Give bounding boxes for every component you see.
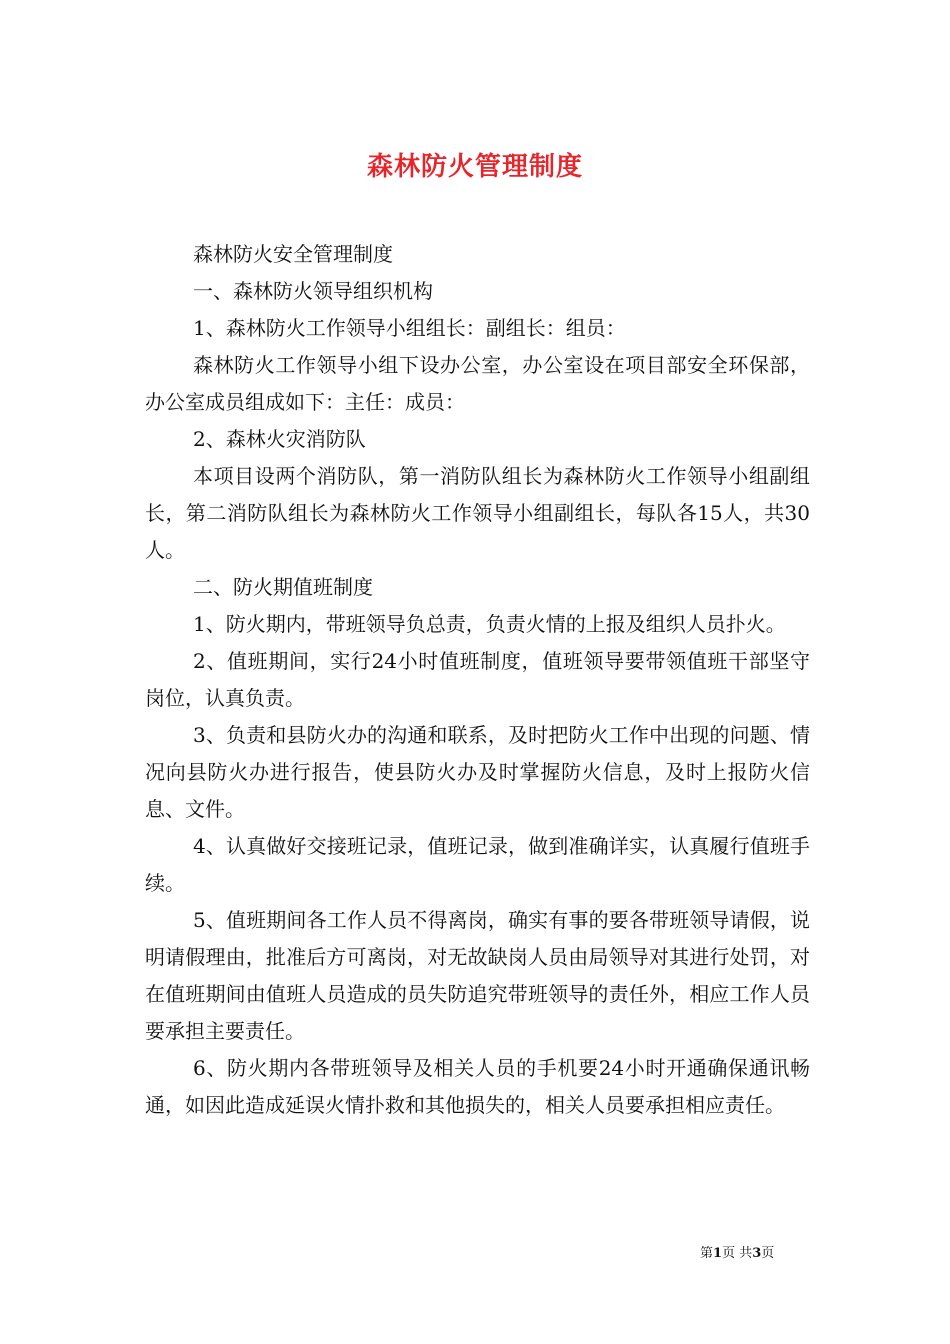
paragraph: 1、森林防火工作领导小组组长：副组长：组员： (193, 316, 626, 340)
paragraph: 1、防火期内，带班领导负总责，负责火情的上报及组织人员扑火。 (193, 612, 786, 636)
paragraph-heading: 森林防火安全管理制度 (193, 242, 393, 266)
section-heading-2: 二、防火期值班制度 (193, 575, 373, 599)
paragraph: 3、负责和县防火办的沟通和联系，及时把防火工作中出现的问题、情况向县防火办进行报告，使县防火办及时掌握防火信息，及时上报防火信息、文件。 (145, 723, 810, 821)
paragraph: 5、值班期间各工作人员不得离岗，确实有事的要各带班领导请假，说明请假理由，批准后方可离岗，对无故缺岗人员由局领导对其进行处罚，对在值班期间由值班人员造成的员失防追究带班领导的责任外，相应工作人员要承担主要责任。 (145, 908, 810, 1043)
paragraph: 2、值班期间，实行24小时值班制度，值班领导要带领值班干部坚守岗位，认真负责。 (145, 649, 810, 710)
page-number-footer (700, 1244, 820, 1264)
paragraph: 4、认真做好交接班记录，值班记录，做到准确详实，认真履行值班手续。 (145, 834, 810, 895)
section-heading-1: 一、森林防火领导组织机构 (193, 279, 433, 303)
footer-suffix: 页 (761, 1246, 775, 1261)
total-page-number: 3 (752, 1246, 762, 1261)
document-body (145, 236, 810, 1124)
paragraph: 2、森林火灾消防队 (193, 427, 366, 451)
footer-middle: 页 共 (722, 1246, 753, 1261)
paragraph: 森林防火工作领导小组下设办公室，办公室设在项目部安全环保部，办公室成员组成如下：主任：成员： (145, 353, 810, 414)
paragraph: 6、防火期内各带班领导及相关人员的手机要24小时开通确保通讯畅通，如因此造成延误火情扑救和其他损失的，相关人员要承担相应责任。 (145, 1056, 810, 1117)
document-title: 森林防火管理制度 (366, 152, 583, 183)
current-page-number: 1 (713, 1246, 723, 1261)
paragraph: 本项目设两个消防队，第一消防队组长为森林防火工作领导小组副组长，第二消防队组长为森林防火工作领导小组副组长，每队各15人，共30人。 (145, 464, 810, 562)
footer-prefix: 第 (700, 1246, 714, 1261)
